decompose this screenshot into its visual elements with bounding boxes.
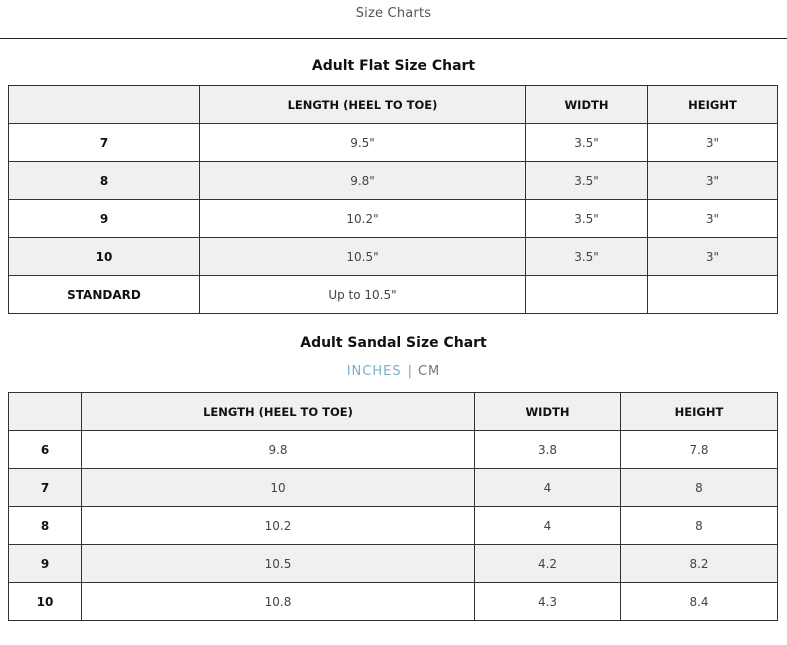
height-cell: 8 <box>621 469 778 507</box>
table-row <box>9 124 778 162</box>
width-cell: 3.5" <box>526 124 648 162</box>
table-row <box>9 276 778 314</box>
sandal-size-table <box>8 392 778 621</box>
size-cell: 10 <box>9 238 200 276</box>
width-cell: 4.3 <box>475 583 621 621</box>
size-cell: STANDARD <box>9 276 200 314</box>
length-cell: 9.8 <box>82 431 475 469</box>
size-cell: 10 <box>9 583 82 621</box>
height-cell: 3" <box>648 124 778 162</box>
width-cell: 3.5" <box>526 238 648 276</box>
size-cell: 7 <box>9 469 82 507</box>
length-cell: 10.5 <box>82 545 475 583</box>
size-cell: 8 <box>9 507 82 545</box>
width-cell: 3.8 <box>475 431 621 469</box>
width-cell: 3.5" <box>526 200 648 238</box>
length-cell: 10.8 <box>82 583 475 621</box>
size-cell: 7 <box>9 124 200 162</box>
height-cell: 3" <box>648 238 778 276</box>
table-row <box>9 200 778 238</box>
table-row <box>9 583 778 621</box>
table-row <box>9 507 778 545</box>
height-cell: 8 <box>621 507 778 545</box>
unit-toggle <box>0 364 787 379</box>
table-row <box>9 431 778 469</box>
header-height: HEIGHT <box>621 393 778 431</box>
header-height: HEIGHT <box>648 86 778 124</box>
width-cell: 4 <box>475 469 621 507</box>
unit-cm-button[interactable]: CM <box>417 364 441 379</box>
header-size <box>9 393 82 431</box>
height-cell: 8.4 <box>621 583 778 621</box>
header-width: WIDTH <box>475 393 621 431</box>
length-cell: Up to 10.5" <box>200 276 526 314</box>
page-title: Size Charts <box>355 6 432 21</box>
header-length: LENGTH (HEEL TO TOE) <box>82 393 475 431</box>
length-cell: 10 <box>82 469 475 507</box>
table-header-row <box>9 86 778 124</box>
page-header <box>0 0 787 39</box>
table-row <box>9 162 778 200</box>
width-cell: 4.2 <box>475 545 621 583</box>
width-cell: 3.5" <box>526 162 648 200</box>
table-row <box>9 545 778 583</box>
unit-inches-button[interactable]: INCHES <box>346 364 402 379</box>
height-cell: 3" <box>648 162 778 200</box>
width-cell <box>526 276 648 314</box>
table-row <box>9 469 778 507</box>
length-cell: 9.8" <box>200 162 526 200</box>
header-width: WIDTH <box>526 86 648 124</box>
width-cell: 4 <box>475 507 621 545</box>
flat-size-table <box>8 85 778 314</box>
height-cell: 8.2 <box>621 545 778 583</box>
unit-separator: | <box>407 364 412 379</box>
length-cell: 10.5" <box>200 238 526 276</box>
height-cell <box>648 276 778 314</box>
flat-chart-title: Adult Flat Size Chart <box>311 58 476 74</box>
height-cell: 7.8 <box>621 431 778 469</box>
header-length: LENGTH (HEEL TO TOE) <box>200 86 526 124</box>
length-cell: 10.2 <box>82 507 475 545</box>
size-cell: 9 <box>9 545 82 583</box>
length-cell: 10.2" <box>200 200 526 238</box>
length-cell: 9.5" <box>200 124 526 162</box>
sandal-chart-title: Adult Sandal Size Chart <box>300 335 487 351</box>
size-cell: 9 <box>9 200 200 238</box>
size-cell: 6 <box>9 431 82 469</box>
header-size <box>9 86 200 124</box>
table-row <box>9 238 778 276</box>
table-header-row <box>9 393 778 431</box>
size-cell: 8 <box>9 162 200 200</box>
height-cell: 3" <box>648 200 778 238</box>
